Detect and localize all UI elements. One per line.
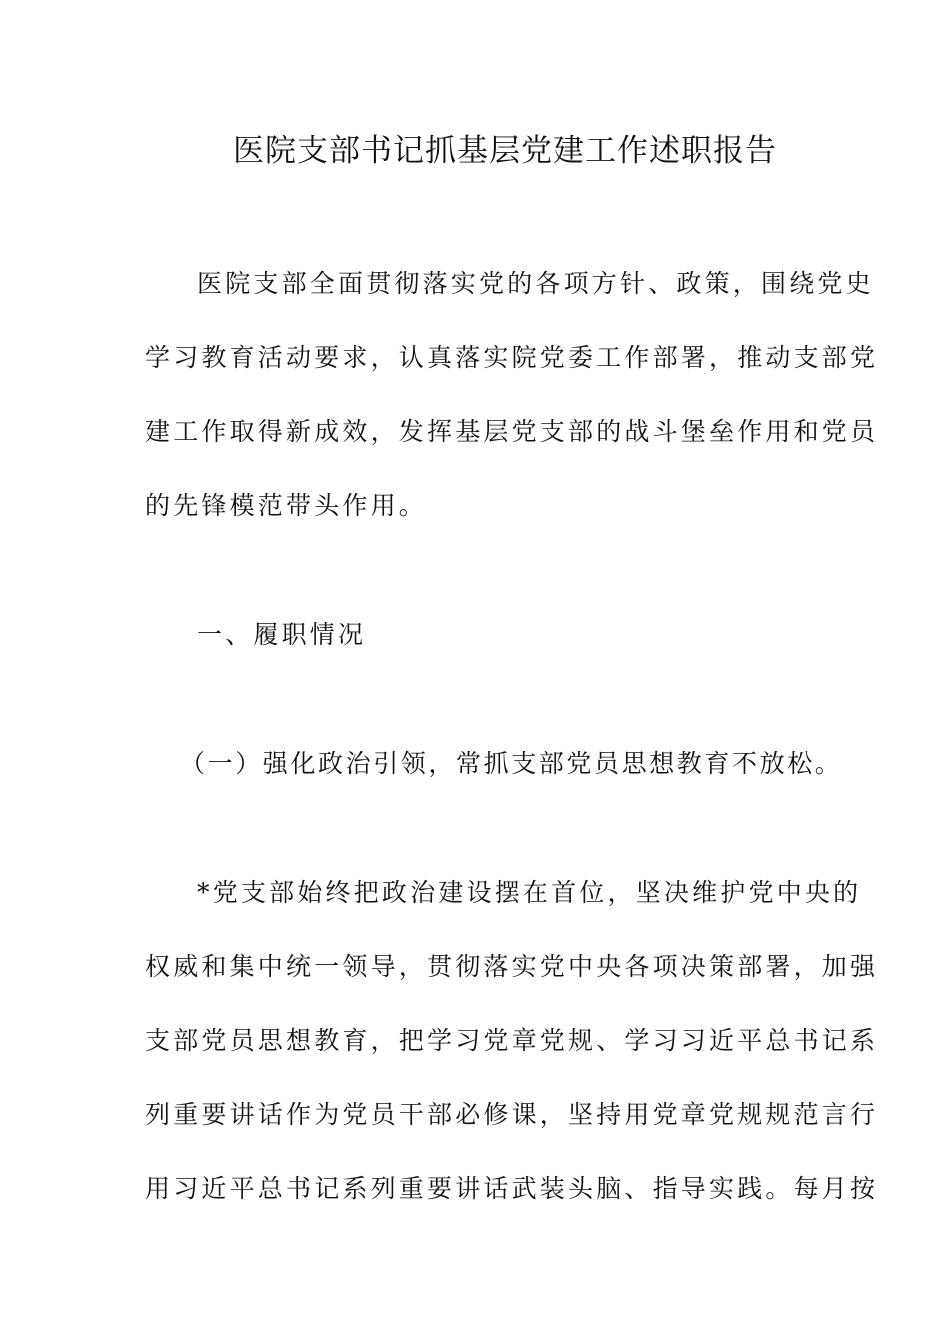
subsection-heading: （一）强化政治引领，常抓支部党员思想教育不放松。 [180,749,843,778]
intro-line-2: 学习教育活动要求，认真落实院党委工作部署，推动支部党 [145,343,879,372]
section-heading: 一、履职情况 [197,620,367,649]
document-title: 医院支部书记抓基层党建工作述职报告 [233,133,777,169]
body-line-4: 列重要讲话作为党员干部必修课，坚持用党章党规规范言行 [145,1100,879,1129]
intro-line-1: 医院支部全面贯彻落实党的各项方针、政策，围绕党史 [197,269,874,298]
body-line-5: 用习近平总书记系列重要讲话武装头脑、指导实践。每月按 [145,1174,879,1203]
intro-line-4: 的先锋模范带头作用。 [145,491,428,520]
body-line-3: 支部党员思想教育，把学习党章党规、学习习近平总书记系 [145,1026,879,1055]
body-line-1: *党支部始终把政治建设摆在首位，坚决维护党中央的 [197,878,862,907]
intro-line-3: 建工作取得新成效，发挥基层党支部的战斗堡垒作用和党员 [145,417,879,446]
body-line-2: 权威和集中统一领导，贯彻落实党中央各项决策部署，加强 [145,952,879,981]
